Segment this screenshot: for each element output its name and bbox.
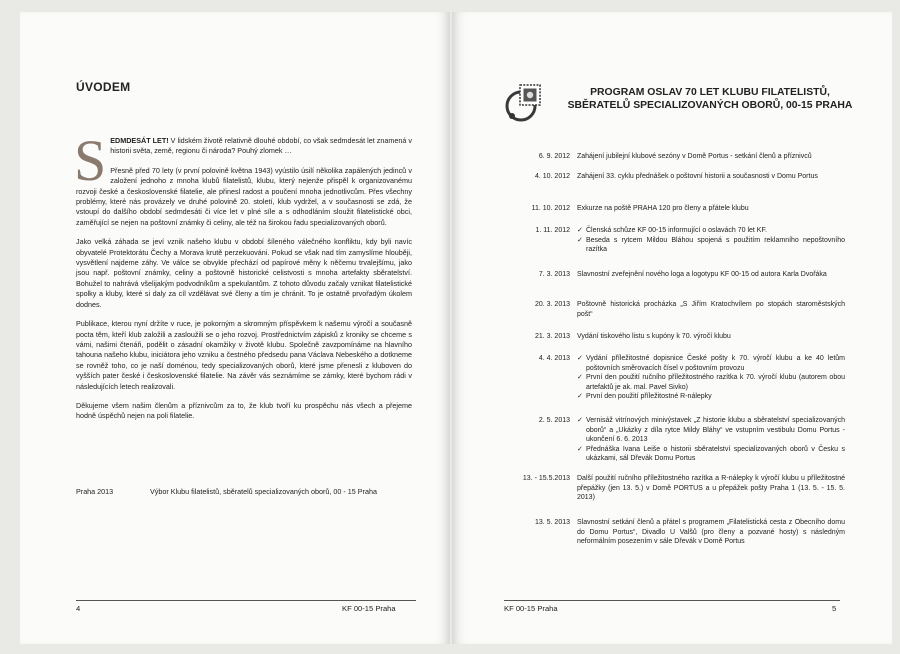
intro-paragraph-2: Přesně před 70 lety (v první polovině května 1943) vyústilo úsilí několika zapálených jedinců v založení jednoho z mnoha klubů filatelistů, klubu, který nejenže přispěl k organizovanému rozvoji české a československé filatelie, ale přinesl radost a poučení mnoha jednotlivcům. Přes všechny problémy, které nás provázely ve druhé polovině 20. století, klub vydržel, a v současnosti se zdá, že vstoupí do dalšího období sedmdesáti či více let v plné síle a s odhodláním sloužit filatelistické obci, zaměřující se nejen na poštovní známky či celiny, ale též na širokou řadu specializovaných oborů. [76, 165, 412, 227]
schedule-date: 21. 3. 2013 [534, 333, 570, 340]
schedule-text: Vydání tiskového listu s kupóny k 70. výročí klubu [577, 333, 731, 340]
check-icon: ✓ [577, 227, 583, 234]
schedule-text [577, 354, 845, 402]
signature-by: Výbor Klubu filatelistů, sběratelů specializovaných oborů, 00 - 15 Praha [150, 487, 377, 496]
schedule-date: 6. 9. 2012 [538, 153, 570, 160]
check-icon: ✓ [577, 355, 583, 362]
schedule-text [577, 416, 845, 464]
schedule-text: Zahájení jubilejní klubové sezóny v Domě Portus - setkání členů a příznivců [577, 153, 812, 160]
program-title-line-1: PROGRAM OSLAV 70 LET KLUBU FILATELISTŮ, [590, 87, 830, 98]
page-heading-uvodem: ÚVODEM [76, 80, 131, 94]
check-icon: ✓ [577, 393, 583, 401]
dropcap-letter: S [74, 128, 107, 193]
schedule-bullet: ✓ Členská schůze KF 00-15 informující o oslavách 70 let KF. [577, 227, 767, 234]
left-page [20, 12, 450, 644]
schedule-bullet: ✓ Přednáška Ivana Leiše o historii sběratelství specializovaných oborů v Česku s ukázkami, sál Dřevák Domu Portus [577, 445, 845, 463]
schedule-date: 11. 10. 2012 [531, 205, 570, 212]
schedule-text: Další použití ručního příležitostného razítka a R-nálepky k výročí klubu u příležitostné přepážky (jen 13. 5.) v Domě PORTUS a u přepážek pošty Praha 1 (13. 5. - 15. 5. 2013) [577, 475, 845, 502]
schedule-date: 4. 10. 2012 [534, 173, 570, 180]
intro-text [74, 128, 412, 431]
program-title-line-2: SBĚRATELŮ SPECIALIZOVANÝCH OBORŮ, 00-15 PRAHA [567, 100, 853, 111]
schedule-date: 13. - 15.5.2013 [522, 475, 570, 482]
schedule-text: Slavnostní zveřejnění nového loga a logotypu KF 00-15 od autora Karla Dvořáka [577, 271, 827, 278]
intro-paragraph-4: Publikace, kterou nyní držíte v ruce, je pokorným a skromným příspěvkem k našemu výročí a současně pocta těm, kteří klub založili a zasloužili se o jeho rozvoj. Prostřednictvím zápisků z kroniky se chceme s vámi, našimi čtenáři, podělit o zásadní okamžiky v životě klubu. Společně zavzpomínáme na hlavního tahouna našeho klubu, iniciátora jeho vzniku a čestného předsedu pana Václava Nebeského a dotkneme se rovněž toho, co je naší doménou, tedy specializovaných oborů, které jsme přenesli z kluboven do vyšších pater české i československé filatelie. Na závěr vás seznámíme se zámky, které bychom rádi v následujících letech realizovali. [76, 319, 412, 391]
check-icon: ✓ [577, 374, 583, 382]
program-title [560, 86, 860, 112]
signature-place: Praha 2013 [76, 487, 114, 496]
footer-page-number: 5 [832, 604, 837, 613]
schedule-bullet: ✓ První den použití ručního příležitostného razítka k 70. výročí klubu (autorem obou artefaktů je ak. mal. Pavel Sivko) [577, 374, 845, 391]
schedule-date: 13. 5. 2013 [534, 519, 570, 526]
schedule-date: 1. 11. 2012 [535, 227, 570, 234]
footer-rule [504, 600, 840, 601]
schedule-date: 2. 5. 2013 [538, 417, 570, 424]
schedule-bullet: ✓ Vydání příležitostné dopisnice České pošty k 70. výročí klubu a ke 40 letům poštovních směrovacích čísel v poštovním provozu [577, 355, 845, 372]
check-icon: ✓ [577, 236, 583, 244]
intro-paragraph-5: Děkujeme všem našim členům a příznivcům za to, že klub tvoří ku prospěchu nás všech a přejeme hodně úspěchů nejen na poli filatelie. [76, 400, 412, 421]
para1-text: V lidském životě relativně dlouhé období, co však sedmdesát let znamená v historii světa, země, regionu či národa? Pouhý zlomek … [110, 136, 412, 156]
intro-paragraph-3: Jako velká záhada se jeví vznik našeho klubu v období šíleného válečného konfliktu, kdy byli navíc obyvatelé Protektorátu Čechy a Morava krutě perzekuováni. Pokud se však nad tím zamyslíme hlouběji, vysvětlení najdeme záhy. Ve válce se obvykle přechází od papírové měny k něčemu trvalejšímu, jako jsou např. poštovní známky, celiny a poštovně historické celistvosti s mnoha artefakty sběratelství. Bohužel to nahrává všelijakým podvodníkům a spekulantům. Z tohoto důvodu začaly vznikat filatelistické spolky a kluby, které si daly za cíl vzdělávat své členy a tím je chránit. To je ostatně prvořadým úkolem dodnes. [76, 237, 412, 309]
schedule-bullet: ✓ Beseda s rytcem Mildou Bláhou spojená s použitím reklamního nepoštovního razítka [577, 236, 845, 254]
schedule-text [577, 226, 845, 255]
schedule-text: Exkurze na poště PRAHA 120 pro členy a přátele klubu [577, 205, 749, 212]
stamp-club-logo-icon [502, 82, 544, 124]
schedule-bullet: ✓ Vernisáž vitrínových minivýstavek „Z historie klubu a sběratelství specializovaných oborů“ a „Ukázky z díla rytce Mildy Bláhy“ ve vstupním vestibulu Domu Portus - ukončení 6. 6. 2013 [577, 417, 845, 444]
check-icon: ✓ [577, 445, 583, 453]
footer-rule [76, 600, 416, 601]
lead-phrase: EDMDESÁT LET! [110, 136, 169, 145]
footer-club-name: KF 00-15 Praha [504, 604, 558, 613]
schedule-text: Poštovně historická procházka „S Jiřím Kratochvílem po stopách staroměstských pošt“ [577, 301, 845, 318]
schedule-date: 4. 4. 2013 [538, 355, 570, 362]
schedule-bullet: ✓ První den použití příležitostné R-nálepky [577, 393, 712, 401]
schedule-text: Slavnostní setkání členů a přátel s programem „Filatelistická cesta z Obecního domu do Domu Portus“, Divadlo U Valšů (pro členy a pozvané hosty) s následným neformálním posezením v sále Dřevák v Domě Portus [577, 519, 845, 546]
schedule-date: 20. 3. 2013 [534, 301, 570, 308]
check-icon: ✓ [577, 417, 583, 424]
footer-page-number: 4 [76, 604, 81, 613]
schedule-date: 7. 3. 2013 [538, 271, 570, 278]
right-page [452, 12, 892, 644]
intro-paragraph-1 [74, 128, 412, 193]
schedule-text: Zahájení 33. cyklu přednášek o poštovní historii a současnosti v Domu Portus [577, 173, 818, 180]
footer-club-name: KF 00-15 Praha [342, 604, 396, 613]
